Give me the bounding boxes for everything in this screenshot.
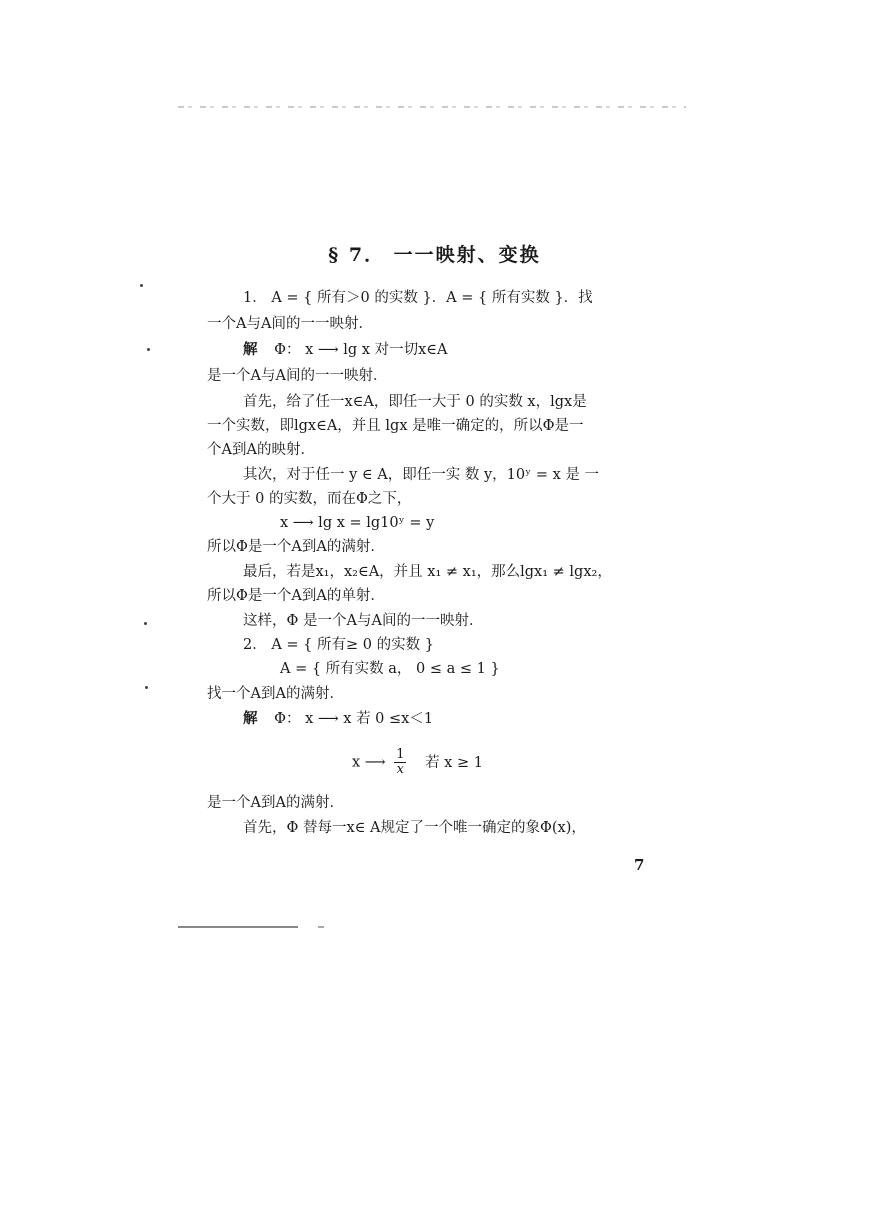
scan-speck: [147, 348, 150, 351]
mapping-case2-left: x ⟶: [352, 754, 386, 771]
scan-artifact-bottom: [148, 926, 330, 928]
mapping-case2-right: 若 x ≥ 1: [425, 754, 483, 771]
problem2-statement-line1: 2． A = { 所有≥ 0 的实数 }: [243, 637, 434, 653]
fraction: [394, 748, 406, 777]
problem1-statement-line1: 1． A = { 所有＞0 的实数 }．A = { 所有实数 }．找: [243, 290, 593, 306]
problem1-statement-line2: 一个A与A间的一一映射．: [207, 316, 373, 332]
problem1-first-line3: 个A到A的映射．: [207, 442, 315, 458]
scan-artifact-top: [178, 106, 686, 108]
problem2-conclusion: 是一个A到A的满射．: [207, 795, 344, 811]
mapping-case1: Φ： x ⟶ x 若 0 ≤x＜1: [274, 711, 434, 727]
scan-speck: [144, 622, 147, 625]
problem1-second-conclusion: 所以Φ是一个A到A的满射．: [207, 539, 385, 555]
problem1-last-line1: 最后，若是x₁，x₂∈A，并且 x₁ ≠ x₁，那么lgx₁ ≠ lgx₂，: [243, 564, 612, 580]
problem1-second-formula: x ⟶ lg x = lg10ʸ = y: [280, 515, 435, 531]
problem2-statement-line2: A = { 所有实数 a， 0 ≤ a ≤ 1 }: [280, 661, 500, 677]
problem1-solution-row: [243, 339, 448, 361]
page-number: 7: [634, 856, 645, 874]
fraction-numerator: 1: [396, 747, 405, 762]
solution-label: 解: [243, 341, 258, 358]
section-title: § 7． 一一映射、变换: [328, 244, 541, 266]
problem2-solution-row: [243, 708, 433, 730]
problem1-last-line2: 所以Φ是一个A到A的单射．: [207, 588, 385, 604]
problem1-first-line1: 首先，给了任一x∈A，即任一大于 0 的实数 x，lgx是: [243, 394, 587, 410]
mapping-case2: [352, 748, 483, 777]
problem2-first-line: 首先，Φ 替每一x∈ A规定了一个唯一确定的象Φ(x)，: [243, 820, 586, 836]
scan-speck: [140, 284, 143, 287]
solution-label: 解: [243, 710, 258, 727]
problem1-second-line2: 个大于 0 的实数，而在Φ之下，: [207, 491, 412, 507]
problem1-bijection-line: 是一个A与A间的一一映射．: [207, 368, 388, 384]
scan-speck: [145, 686, 148, 689]
mapping-formula: Φ： x ⟶ lg x 对一切x∈A: [274, 342, 448, 358]
fraction-denominator: x: [396, 762, 404, 777]
problem1-final: 这样，Φ 是一个A与A间的一一映射．: [243, 613, 484, 629]
problem1-second-line1: 其次，对于任一 y ∈ A，即任一实 数 y，10ʸ = x 是 一: [243, 467, 599, 483]
problem1-first-line2: 一个实数，即lgx∈A，并且 lgx 是唯一确定的，所以Φ是一: [207, 418, 584, 434]
problem2-statement-line3: 找一个A到A的满射．: [207, 686, 344, 702]
